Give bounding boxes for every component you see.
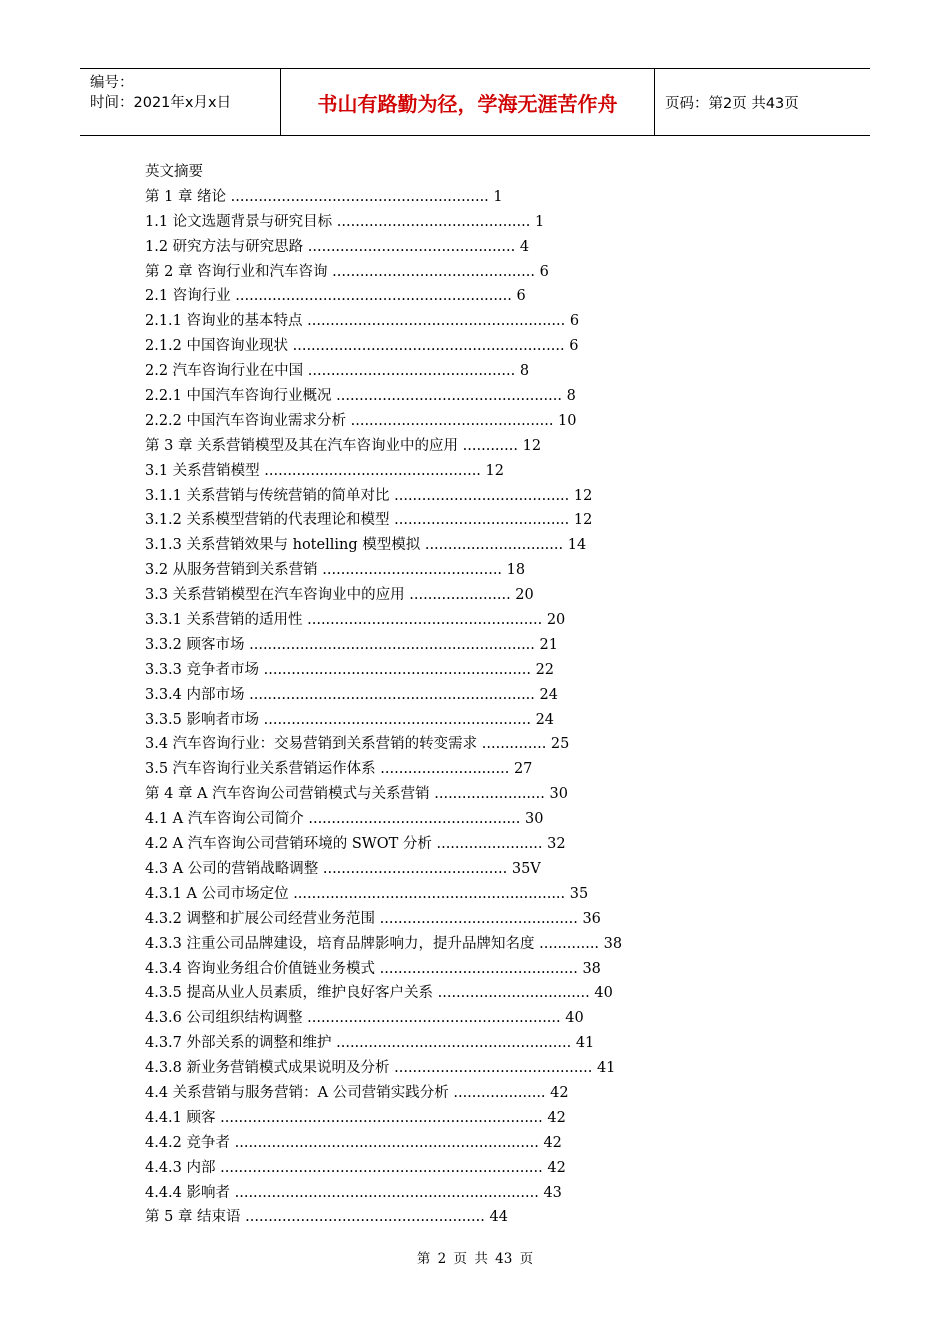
toc-entry[interactable] [145,185,705,210]
toc-entry-page: 35 [569,885,589,902]
toc-entry-title: 第 1 章 绪论 [145,188,227,205]
toc-entry-title: 4.3.8 新业务营销模式成果说明及分析 [145,1060,390,1077]
toc-entry-page: 41 [596,1060,616,1077]
toc-leader-dots: ............. [534,935,604,952]
toc-entry-page: 30 [525,811,544,828]
toc-entry[interactable] [145,1106,705,1131]
toc-entry-title: 2.2 汽车咨询行业在中国 [145,363,304,380]
toc-entry-page: 35V [511,860,541,877]
toc-entry-page: 1 [534,213,545,230]
toc-entry[interactable] [145,284,705,309]
toc-entry[interactable] [145,708,705,733]
toc-entry-title: 3.1.3 关系营销效果与 hotelling 模型模拟 [145,537,421,554]
toc-entry[interactable] [145,309,705,334]
toc-entry[interactable] [145,683,705,708]
toc-entry[interactable] [145,384,705,409]
toc-leader-dots: ............................ [375,761,514,778]
toc-entry-title: 英文摘要 [145,164,203,180]
toc-leader-dots: .......................................... [332,213,535,230]
toc-entry-title: 3.1 关系营销模型 [145,462,260,479]
toc-entry-title: 1.2 研究方法与研究思路 [145,238,304,255]
toc-entry[interactable] [145,1031,705,1056]
toc-entry[interactable] [145,732,705,757]
toc-entry[interactable] [145,1006,705,1031]
toc-leader-dots: ....................................... [317,562,507,579]
toc-leader-dots: .............................. [420,537,568,554]
toc-entry[interactable] [145,434,705,459]
toc-entry-page: 4 [519,238,530,255]
toc-entry[interactable] [145,857,705,882]
toc-entry-title: 3.1.1 关系营销与传统营销的简单对比 [145,487,390,504]
toc-entry-page: 8 [566,388,576,405]
toc-entry[interactable] [145,260,705,285]
toc-entry-page: 20 [515,587,534,604]
header-motto: 书山有路勤为径，学海无涯苦作舟 [281,69,655,135]
toc-entry-page: 38 [603,935,623,952]
toc-entry-title: 4.3 A 公司的营销战略调整 [145,860,319,877]
toc-entry[interactable] [145,1205,705,1230]
toc-leader-dots: .......................................................... [259,661,536,678]
toc-leader-dots: ........................................................ [302,313,570,330]
toc-entry-title: 4.3.7 外部关系的调整和维护 [145,1035,332,1052]
toc-entry-page: 30 [549,786,568,803]
toc-leader-dots: ...................................... [389,487,574,504]
toc-leader-dots: ........................................................... [288,338,570,355]
toc-entry-title: 4.3.2 调整和扩展公司经营业务范围 [145,910,376,927]
toc-entry-title: 3.1.2 关系模型营销的代表理论和模型 [145,512,390,529]
toc-entry-title: 3.3 关系营销模型在汽车咨询业中的应用 [145,587,405,604]
toc-leader-dots: ................................. [433,985,595,1002]
toc-entry-page: 24 [539,686,558,703]
toc-entry[interactable] [145,235,705,260]
toc-entry[interactable] [145,558,705,583]
toc-leader-dots: ....................................................... [302,1010,566,1027]
toc-leader-dots: ............................................................ [230,288,517,305]
toc-entry-title: 4.4.2 竞争者 [145,1134,231,1151]
toc-entry-page: 10 [558,412,577,429]
toc-entry-page: 40 [594,985,613,1002]
toc-entry-page: 21 [539,636,558,653]
toc-entry-page: 25 [550,736,570,753]
toc-entry-title: 第 4 章 A 汽车咨询公司营销模式与关系营销 [145,786,430,803]
toc-entry-title: 1.1 论文选题背景与研究目标 [145,213,333,230]
toc-entry-page: 41 [575,1035,595,1052]
toc-entry-title: 4.3.3 注重公司品牌建设，培育品牌影响力，提升品牌知名度 [145,935,535,952]
toc-entry[interactable] [145,608,705,633]
toc-leader-dots: ............................................... [259,462,486,479]
toc-leader-dots: ........................................................ [226,188,494,205]
toc-entry[interactable] [145,1181,705,1206]
toc-entry-page: 24 [535,711,555,728]
toc-entry[interactable] [145,782,705,807]
page-header [80,68,870,136]
toc-entry-title: 3.3.1 关系营销的适用性 [145,612,303,629]
toc-entry-title: 4.3.4 咨询业务组合价值链业务模式 [145,960,376,977]
toc-entry-page: 14 [567,537,587,554]
number-label: 编号： [90,75,134,91]
toc-entry-page: 6 [569,313,580,330]
toc-entry-page: 12 [573,512,593,529]
toc-entry[interactable] [145,508,705,533]
toc-entry-page: 12 [522,437,542,454]
toc-entry-title: 3.5 汽车咨询行业关系营销运作体系 [145,761,376,778]
toc-leader-dots: ................................................... [331,1035,576,1052]
toc-entry-title: 3.4 汽车咨询行业：交易营销到关系营销的转变需求 [145,736,478,753]
toc-entry-title: 4.2 A 汽车咨询公司营销环境的 SWOT 分析 [145,836,432,853]
toc-leader-dots: .............................................................. [244,636,540,653]
toc-entry-title: 第 2 章 咨询行业和汽车咨询 [145,263,328,280]
toc-entry[interactable] [145,160,705,185]
toc-leader-dots: .................... [448,1084,551,1101]
toc-leader-dots: ................................................... [302,612,547,629]
toc-entry[interactable] [145,459,705,484]
toc-entry[interactable] [145,484,705,509]
toc-entry[interactable] [145,334,705,359]
toc-entry-title: 4.4.3 内部 [145,1159,216,1176]
toc-entry-title: 4.4 关系营销与服务营销：A 公司营销实践分析 [145,1084,449,1101]
toc-leader-dots: ........................................... [389,1060,597,1077]
toc-entry[interactable] [145,757,705,782]
toc-entry[interactable] [145,932,705,957]
toc-entry-title: 3.2 从服务营销到关系营销 [145,562,318,579]
toc-entry[interactable] [145,981,705,1006]
toc-entry-title: 第 5 章 结束语 [145,1209,241,1226]
toc-entry-page: 38 [582,960,601,977]
toc-entry-title: 2.1.1 咨询业的基本特点 [145,313,303,330]
toc-entry-page: 1 [493,188,503,205]
toc-entry[interactable] [145,633,705,658]
toc-entry-page: 43 [543,1184,562,1201]
toc-leader-dots: ...................................................................... [215,1159,548,1176]
toc-entry-title: 2.1.2 中国咨询业现状 [145,338,289,355]
toc-entry-page: 42 [543,1134,562,1151]
toc-leader-dots: ................................................. [331,388,567,405]
toc-leader-dots: ............................................. [303,363,520,380]
toc-entry-title: 2.1 咨询行业 [145,288,231,305]
toc-leader-dots: ...................................................................... [215,1109,548,1126]
toc-leader-dots: ............ [458,437,523,454]
toc-entry-page: 6 [569,338,579,355]
toc-entry-title: 4.3.5 提高从业人员素质，维护良好客户关系 [145,985,434,1002]
toc-entry-title: 2.2.1 中国汽车咨询行业概况 [145,388,332,405]
toc-leader-dots: ........................ [429,786,550,803]
toc-entry[interactable] [145,583,705,608]
toc-entry-title: 4.3.6 公司组织结构调整 [145,1010,303,1027]
toc-entry-page: 40 [565,1010,584,1027]
toc-entry-title: 3.3.3 竞争者市场 [145,661,260,678]
toc-entry[interactable] [145,832,705,857]
toc-entry-page: 27 [513,761,533,778]
toc-entry-page: 12 [573,487,593,504]
toc-entry-page: 6 [516,288,526,305]
toc-leader-dots: .................................................................. [230,1134,544,1151]
toc-leader-dots: ........................................... [375,910,583,927]
toc-entry-page: 18 [506,562,526,579]
toc-entry-page: 42 [547,1109,566,1126]
toc-entry-title: 3.3.2 顾客市场 [145,636,245,653]
table-of-contents [145,160,705,1230]
header-info-cell [80,69,281,135]
toc-entry-title: 4.3.1 A 公司市场定位 [145,885,289,902]
toc-entry-title: 第 3 章 关系营销模型及其在汽车咨询业中的应用 [145,437,459,454]
toc-entry-page: 44 [489,1209,508,1226]
toc-leader-dots: .......................................................... [259,711,536,728]
toc-leader-dots: ........................................ [318,860,512,877]
toc-entry[interactable] [145,210,705,235]
toc-leader-dots: ...................... [404,587,516,604]
toc-entry-page: 42 [547,1159,566,1176]
toc-leader-dots: ............................................. [303,238,520,255]
toc-leader-dots: ........................................... [375,960,583,977]
toc-entry-page: 20 [546,612,566,629]
date-label: 时间：2021年x月x日 [90,95,232,111]
toc-entry[interactable] [145,907,705,932]
toc-leader-dots: .............. [477,736,551,753]
toc-entry-page: 42 [550,1084,569,1101]
toc-entry[interactable] [145,1131,705,1156]
toc-entry-page: 8 [519,363,530,380]
toc-entry[interactable] [145,1081,705,1106]
toc-entry-title: 4.4.1 顾客 [145,1109,216,1126]
toc-leader-dots: ........................................................... [288,885,570,902]
toc-entry-page: 32 [547,836,566,853]
toc-entry[interactable] [145,1156,705,1181]
page-footer: 第 2 页 共 43 页 [416,1251,534,1267]
toc-entry[interactable] [145,533,705,558]
toc-entry-title: 3.3.5 影响者市场 [145,711,260,728]
toc-leader-dots: ............................................ [327,263,540,280]
toc-entry-page: 6 [539,263,549,280]
toc-entry-title: 3.3.4 内部市场 [145,686,245,703]
toc-entry[interactable] [145,882,705,907]
toc-entry-page: 36 [582,910,601,927]
toc-entry-title: 2.2.2 中国汽车咨询业需求分析 [145,412,347,429]
toc-leader-dots: .............................................................. [244,686,540,703]
toc-leader-dots: .................................................... [240,1209,490,1226]
toc-leader-dots: ...................................... [389,512,574,529]
toc-leader-dots: .................................................................. [230,1184,544,1201]
toc-leader-dots: ............................................ [346,412,559,429]
toc-entry[interactable] [145,1056,705,1081]
toc-entry[interactable] [145,409,705,434]
toc-leader-dots: ....................... [431,836,548,853]
header-page-code: 页码：第2页 共43页 [665,95,799,112]
toc-entry-page: 22 [535,661,555,678]
toc-entry[interactable] [145,359,705,384]
toc-entry-title: 4.1 A 汽车咨询公司简介 [145,811,304,828]
toc-entry[interactable] [145,957,705,982]
toc-entry-page: 12 [485,462,504,479]
toc-leader-dots: .............................................. [303,811,525,828]
toc-entry[interactable] [145,807,705,832]
toc-entry[interactable] [145,658,705,683]
toc-entry-title: 4.4.4 影响者 [145,1184,231,1201]
